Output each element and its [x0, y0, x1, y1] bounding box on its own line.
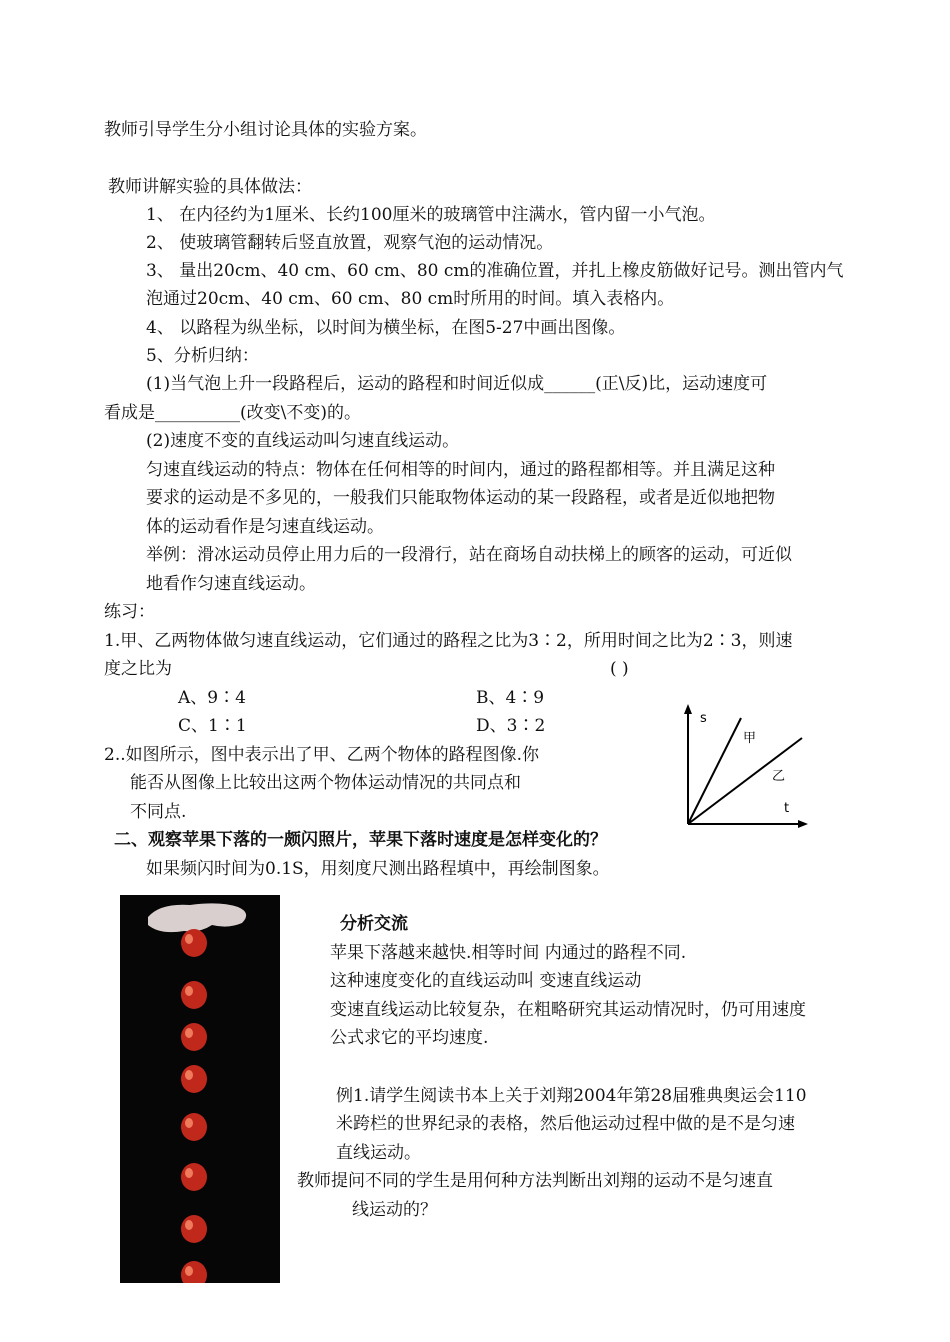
- text-line-l27: 不同点.: [130, 802, 187, 822]
- apple-2: [181, 981, 207, 1009]
- text-line-l11: (2)速度不变的直线运动叫匀速直线运动。: [146, 431, 460, 451]
- apple-5: [181, 1113, 207, 1141]
- text-line-l7: 4、 以路程为纵坐标，以时间为横坐标，在图5-27中画出图像。: [146, 318, 626, 338]
- y-axis-arrow-icon: [684, 704, 692, 714]
- text-line-l2: 教师讲解实验的具体做法：: [108, 177, 312, 197]
- text-line-l4: 2、 使玻璃管翻转后竖直放置，观察气泡的运动情况。: [146, 233, 554, 253]
- line-jia-label: 甲: [743, 731, 757, 746]
- x-axis-arrow-icon: [798, 820, 808, 828]
- text-line-l36: 米跨栏的世界纪录的表格，然后他运动过程中做的是不是匀速: [336, 1114, 795, 1134]
- apple-6: [181, 1163, 207, 1191]
- distance-time-graph: [676, 700, 816, 835]
- text-line-l21: A、9∶4: [178, 688, 246, 708]
- text-line-l38: 教师提问不同的学生是用何种方法判断出刘翔的运动不是匀速直: [297, 1171, 773, 1191]
- text-line-l28: 二、观察苹果下落的一颇闪照片，苹果下落时速度是怎样变化的？: [114, 830, 607, 850]
- text-line-l6: 泡通过20cm、40 cm、60 cm、80 cm时所用的时间。填入表格内。: [146, 289, 675, 309]
- text-line-l31: 苹果下落越来越快.相等时间 内通过的路程不同.: [330, 943, 687, 963]
- falling-apple-photo: [120, 895, 280, 1283]
- x-axis-label: t: [784, 801, 790, 816]
- text-line-l24: D、3∶2: [476, 716, 546, 736]
- text-line-l29: 如果频闪时间为0.1S，用刻度尺测出路程填中，再绘制图象。: [146, 859, 610, 879]
- text-line-l22: B、4∶9: [476, 688, 545, 708]
- text-line-l26: 能否从图像上比较出这两个物体运动情况的共同点和: [130, 773, 521, 793]
- text-line-l15: 举例：滑冰运动员停止用力后的一段滑行，站在商场自动扶梯上的顾客的运动，可近似: [146, 545, 792, 565]
- text-line-l34: 公式求它的平均速度.: [330, 1028, 489, 1048]
- text-line-l8: 5、分析归纳：: [146, 346, 259, 366]
- text-line-l1: 教师引导学生分小组讨论具体的实验方案。: [104, 120, 427, 140]
- text-line-l16: 地看作匀速直线运动。: [146, 574, 316, 594]
- text-line-l17: 练习：: [104, 602, 155, 622]
- text-line-l13: 要求的运动是不多见的，一般我们只能取物体运动的某一段路程，或者是近似地把物: [146, 488, 775, 508]
- text-line-l25: 2..如图所示，图中表示出了甲、乙两个物体的路程图像.你: [104, 745, 540, 765]
- text-line-l12: 匀速直线运动的特点：物体在任何相等的时间内，通过的路程都相等。并且满足这种: [146, 460, 775, 480]
- text-line-l18: 1.甲、乙两物体做匀速直线运动，它们通过的路程之比为3∶2，所用时间之比为2∶3，则速: [104, 631, 793, 651]
- y-axis-label: s: [700, 711, 707, 726]
- text-line-l9: (1)当气泡上升一段路程后，运动的路程和时间近似成______(正\反)比，运动速度可: [146, 374, 768, 394]
- line-yi-label: 乙: [772, 769, 786, 784]
- apple-7: [181, 1215, 207, 1243]
- apple-1: [181, 929, 207, 957]
- text-line-l30: 分析交流: [340, 914, 408, 934]
- text-line-l5: 3、 量出20cm、40 cm、60 cm、80 cm的准确位置，并扎上橡皮筋做好记号。测出管内气: [146, 261, 844, 281]
- apple-3: [181, 1023, 207, 1051]
- apple-4: [181, 1065, 207, 1093]
- text-line-l39: 线运动的？: [352, 1200, 437, 1220]
- text-line-l20: ( ): [610, 659, 629, 679]
- text-line-l32: 这种速度变化的直线运动叫 变速直线运动: [330, 971, 642, 991]
- text-line-l37: 直线运动。: [336, 1143, 421, 1163]
- text-line-l19: 度之比为: [104, 659, 172, 679]
- strobe-photo-drawing: [120, 895, 280, 1283]
- text-line-l35: 例1.请学生阅读书本上关于刘翔2004年第28届雅典奥运会110: [336, 1086, 807, 1106]
- line-jia: [688, 718, 741, 824]
- text-line-l33: 变速直线运动比较复杂，在粗略研究其运动情况时，仍可用速度: [330, 1000, 806, 1020]
- text-line-l14: 体的运动看作是匀速直线运动。: [146, 517, 384, 537]
- text-line-l3: 1、 在内径约为1厘米、长约100厘米的玻璃管中注满水，管内留一小气泡。: [146, 205, 716, 225]
- text-line-l23: C、1∶1: [178, 716, 247, 736]
- text-line-l10: 看成是__________(改变\不变)的。: [104, 403, 361, 423]
